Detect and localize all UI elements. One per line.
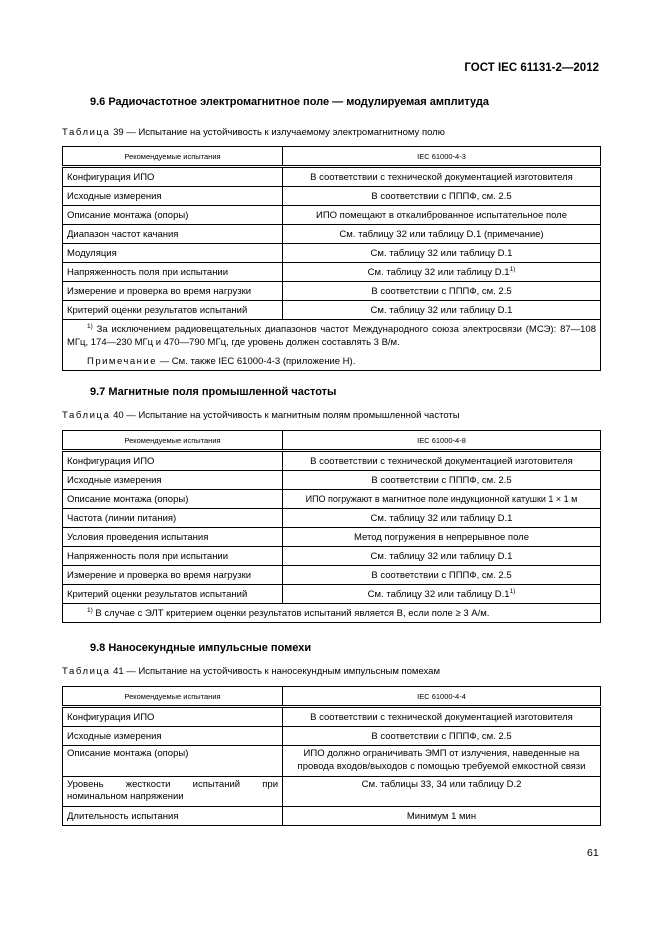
column-header: Рекомендуемые испытания — [63, 431, 283, 451]
table-footnote — [67, 322, 596, 350]
table-cell: ИПО должно ограничивать ЭМП от излучения, наведенные на провода входов/выходов с помощью требуемой емкостной связи — [283, 746, 601, 777]
footnote-mark: 1) — [87, 607, 93, 614]
column-header: IEC 61000-4-8 — [283, 431, 601, 451]
table-cell: Метод погружения в непрерывное поле — [283, 528, 601, 547]
cell-text: См. таблицу 32 или таблицу D.1 — [367, 267, 510, 279]
table-caption — [62, 127, 445, 138]
table-cell: Частота (линии питания) — [63, 509, 283, 528]
table-cell: Описание монтажа (опоры) — [63, 746, 283, 777]
table-cell: В соответствии с ПППФ, см. 2.5 — [283, 471, 601, 490]
table-cell: Описание монтажа (опоры) — [63, 206, 283, 225]
table-footnote-cell — [63, 604, 601, 623]
table-note — [67, 355, 596, 368]
table-cell: Уровень жесткости испытаний при номинальном напряжении — [63, 776, 283, 807]
table-cell: В соответствии с технической документацией изготовителя — [283, 451, 601, 471]
table-caption-text: 39 — Испытание на устойчивость к излучаемому электромагнитному полю — [113, 127, 445, 138]
table-footnote-cell — [63, 320, 601, 371]
table-caption — [62, 410, 460, 421]
table-caption-text: 40 — Испытание на устойчивость к магнитным полям промышленной частоты — [113, 410, 460, 421]
section-title: 9.8 Наносекундные импульсные помехи — [90, 642, 312, 654]
table-cell: Напряженность поля при испытании — [63, 263, 283, 282]
table-footnote — [67, 606, 596, 620]
table-caption-text: 41 — Испытание на устойчивость к наносекундным импульсным помехам — [113, 666, 440, 677]
table-cell: Описание монтажа (опоры) — [63, 490, 283, 509]
table-41 — [62, 686, 601, 826]
table-caption-label: Таблица — [62, 666, 111, 677]
table-cell: Исходные измерения — [63, 727, 283, 746]
table-cell: Критерий оценки результатов испытаний — [63, 301, 283, 320]
table-caption — [62, 666, 440, 677]
table-cell: В соответствии с технической документацией изготовителя — [283, 167, 601, 187]
table-cell: Конфигурация ИПО — [63, 167, 283, 187]
table-cell: См. таблицу 32 или таблицу D.1 (примечание) — [283, 225, 601, 244]
footnote-text: В случае с ЭЛТ критерием оценки результатов испытаний является В, если поле ≥ 3 А/м. — [95, 608, 490, 620]
table-cell: Напряженность поля при испытании — [63, 547, 283, 566]
table-cell: ИПО погружают в магнитное поле индукционной катушки 1 × 1 м — [283, 490, 601, 509]
table-cell: Модуляция — [63, 244, 283, 263]
table-cell: См. таблицу 32 или таблицу D.1 — [283, 301, 601, 320]
table-cell: Диапазон частот качания — [63, 225, 283, 244]
table-cell: ИПО помещают в откалиброванное испытательное поле — [283, 206, 601, 225]
column-header: Рекомендуемые испытания — [63, 687, 283, 707]
footnote-mark: 1) — [87, 323, 93, 330]
footnote-ref: 1) — [509, 265, 516, 273]
table-cell: Исходные измерения — [63, 187, 283, 206]
footnote-ref: 1) — [509, 587, 516, 595]
column-header: IEC 61000-4-4 — [283, 687, 601, 707]
table-39 — [62, 146, 601, 371]
section-title: 9.7 Магнитные поля промышленной частоты — [90, 386, 337, 398]
table-40 — [62, 430, 601, 623]
cell-text: См. таблицу 32 или таблицу D.1 — [367, 589, 510, 601]
table-cell: См. таблицу 32 или таблицу D.1 — [283, 509, 601, 528]
table-cell: В соответствии с ПППФ, см. 2.5 — [283, 566, 601, 585]
table-cell: См. таблицу 32 или таблицу D.1 — [283, 244, 601, 263]
note-label: Примечание — [87, 355, 157, 367]
table-cell: Минимум 1 мин — [283, 807, 601, 826]
table-cell: В соответствии с ПППФ, см. 2.5 — [283, 282, 601, 301]
section-title: 9.6 Радиочастотное электромагнитное поле — модулируемая амплитуда — [90, 96, 489, 108]
note-text: — См. также IEC 61000-4-3 (приложение Н). — [159, 355, 356, 367]
column-header: IEC 61000-4-3 — [283, 147, 601, 167]
table-cell: Исходные измерения — [63, 471, 283, 490]
table-cell: Конфигурация ИПО — [63, 707, 283, 727]
column-header: Рекомендуемые испытания — [63, 147, 283, 167]
table-caption-label: Таблица — [62, 127, 111, 138]
page-number: 61 — [587, 847, 599, 859]
footnote-text: За исключением радиовещательных диапазонов частот Международного союза электросвязи (МСЭ): 87—108 МГц, 174—230 МГц и 470—790 МГц, где уровень должен составлять 3 В/м. — [67, 324, 597, 349]
table-cell: В соответствии с ПППФ, см. 2.5 — [283, 727, 601, 746]
table-cell: Измерение и проверка во время нагрузки — [63, 566, 283, 585]
table-cell: Конфигурация ИПО — [63, 451, 283, 471]
table-cell: В соответствии с технической документацией изготовителя — [283, 707, 601, 727]
table-cell: В соответствии с ПППФ, см. 2.5 — [283, 187, 601, 206]
table-caption-label: Таблица — [62, 410, 111, 421]
table-cell: Измерение и проверка во время нагрузки — [63, 282, 283, 301]
table-cell: Условия проведения испытания — [63, 528, 283, 547]
table-cell: Критерий оценки результатов испытаний — [63, 585, 283, 604]
table-cell — [283, 585, 601, 604]
table-cell: См. таблицы 33, 34 или таблицу D.2 — [283, 776, 601, 807]
table-cell: Длительность испытания — [63, 807, 283, 826]
table-cell: См. таблицу 32 или таблицу D.1 — [283, 547, 601, 566]
document-header: ГОСТ IEC 61131-2—2012 — [464, 62, 599, 74]
table-cell — [283, 263, 601, 282]
